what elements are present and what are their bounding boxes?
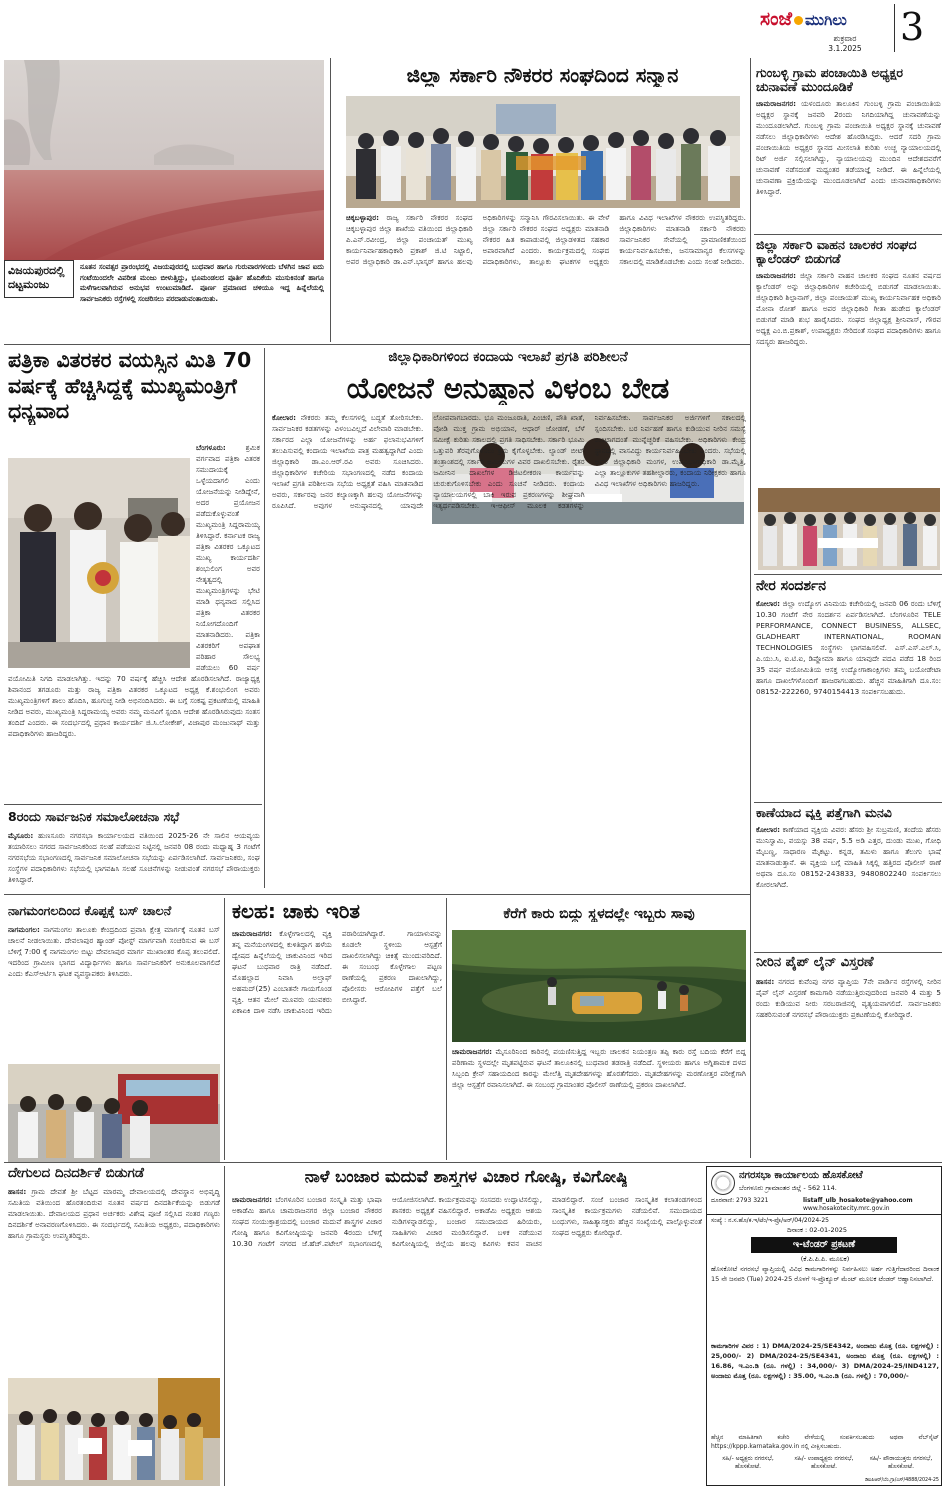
tender-ref: ಸಂಖ್ಯೆ : ನ.ಸ.ಹೊ/ಕ.ಇ/ಟೆಂ/ಇ-ಪ್ರೊ/ಅರ್/04/2024-25 (711, 1217, 829, 1224)
masthead (760, 4, 942, 54)
cm-dateline: ಬೆಂಗಳೂರು: (196, 443, 226, 452)
walkin-body (756, 598, 941, 798)
temple-dateline: ಹಾಸನ: (8, 1187, 27, 1196)
car-text: ಮೈಸೂರಿನಿಂದ ಕಾರಿನಲ್ಲಿ ಪಯಣಿಸುತ್ತಿದ್ದ ಇಬ್ಬರು ಚಾಲಕನ ನಿಯಂತ್ರಣ ತಪ್ಪಿ ಕಾರು ರಸ್ತೆ ಬದಿಯ ಕೆರೆಗೆ ಬಿದ್ದ ಪರಿಣಾಮ ಸ್ಥಳದಲ್ಲೇ ಮೃತಪಟ್ಟಿರುವ ಘಟನೆ ತಾಲೂಕಿನಲ್ಲಿ ಬುಧವಾರ ತಡರಾತ್ರಿ ನಡೆದಿದೆ. ಸ್ಥಳೀಯರು ಹಾಗೂ ಅಗ್ನಿಶಾಮಕ ದಳದ ಸಿಬ್ಬಂದಿ ಕ್ರೇನ್ ಸಹಾಯದಿಂದ ಕಾರನ್ನು ಮೇಲೆತ್ತಿ ಮೃತದೇಹಗಳನ್ನು ಹೊರತೆಗೆದರು. ಮೃತದೇಹಗಳನ್ನು ಮರಣೋತ್ತರ ಪರೀಕ್ಷೆಗಾಗಿ ಜಿಲ್ಲಾ ಆಸ್ಪತ್ರೆಗೆ ರವಾನಿಸಲಾಗಿದೆ. ಈ ಸಂಬಂಧ ಗ್ರಾಮಾಂತರ ಪೊಲೀಸ್ ಠಾಣೆಯಲ್ಲಿ ಪ್ರಕರಣ ದಾಖಲಾಗಿದೆ. (452, 1047, 746, 1089)
tender-sign-president: ಸಹಿ/- ಅಧ್ಯಕ್ಷರು ನಗರಸಭೆ, ಹೊಸಕೋಟೆ. (722, 1455, 774, 1470)
tender-email: listaff_ulb_hosakote@yahoo.com (803, 1197, 913, 1204)
tender-address: ಬೆಂಗಳೂರು ಗ್ರಾಮಾಂತರ ಜಿಲ್ಲೆ - 562 114. (739, 1184, 837, 1192)
tender-sign-vice: ಸಹಿ/- ಉಪಾಧ್ಯಕ್ಷರು ನಗರಸಭೆ, ಹೊಸಕೋಟೆ. (794, 1455, 854, 1470)
tender-date: ದಿನಾಂಕ : 02-01-2025 (787, 1226, 848, 1234)
tender-dipr: ಡಿಐಪಿಆರ್/ಬೆಂ.ಗ್ರಾ/ಎಸ್/4888/2024-25 (865, 1478, 939, 1483)
kalaha-text: ಕೊಳ್ಳೇಗಾಲದಲ್ಲಿ ವ್ಯಕ್ತಿ ತನ್ನ ಮನೆಯಂಗಳದಲ್ಲಿ ಕುಳಿತಿದ್ದಾಗ ಹಳೆಯ ದ್ವೇಷದ ಹಿನ್ನೆಲೆಯಲ್ಲಿ ಚಾಕುವಿನಿಂದ ಇರಿದ ಘಟನೆ ಬುಧವಾರ ರಾತ್ರಿ ನಡೆದಿದೆ. ಮೊಹಲ್ಲಾದ ನಿವಾಸಿ ಅಲ್ತಾಫ್ ಅಹಮದ್(25) ಎಂಬಾತನೇ ಗಾಯಗೊಂಡ ವ್ಯಕ್ತಿ. ಆತನ ಮೇಲೆ ಮೂವರು ಯುವಕರು ಏಕಾಏಕಿ ದಾಳಿ ನಡೆಸಿ ಚಾಕುವಿನಿಂದ ಇರಿದು ಪರಾರಿಯಾಗಿದ್ದಾರೆ. ಗಾಯಾಳುವನ್ನು ಕೂಡಲೇ ಸ್ಥಳೀಯ ಆಸ್ಪತ್ರೆಗೆ ದಾಖಲಿಸಲಾಗಿದ್ದು ಚಿಕಿತ್ಸೆ ಮುಂದುವರಿದಿದೆ. ಈ ಸಂಬಂಧ ಕೊಳ್ಳೇಗಾಲ ಪಟ್ಟಣ ಠಾಣೆಯಲ್ಲಿ ಪ್ರಕರಣ ದಾಖಲಾಗಿದ್ದು, ಪೊಲೀಸರು ಆರೋಪಿಗಳ ಪತ್ತೆಗೆ ಬಲೆ ಬೀಸಿದ್ದಾರೆ. (232, 929, 442, 1015)
tender-website: www.hosakotecity.mrc.gov.in (803, 1205, 890, 1212)
bus-photo (8, 1064, 220, 1162)
fog-tag-text: ವಿಜಯಪುರದಲ್ಲಿ ದಟ್ಟಮಂಜು (8, 264, 65, 291)
brand-name-a: ಸಂಜೆ (760, 8, 793, 30)
banjara-dateline: ಚಾಮರಾಜನಗರ: (232, 1195, 273, 1204)
walkin-dateline: ಕೋಲಾರ: (756, 599, 781, 608)
issue-date: 3.1.2025 (828, 44, 862, 53)
issue-weekday: ಶುಕ್ರವಾರ (833, 34, 857, 43)
cm-headline: ಪತ್ರಿಕಾ ವಿತರಕರ ವಯಸ್ಸಿನ ಮಿತಿ 70 ವರ್ಷಕ್ಕೆ ಹೆಚ್ಚಿಸಿದ್ದಕ್ಕೆ ಮುಖ್ಯಮಂತ್ರಿಗೆ ಧನ್ಯವಾದ (8, 348, 252, 424)
staff-text: ರಾಜ್ಯ ಸರ್ಕಾರಿ ನೌಕರರ ಸಂಘದ ಚಿಕ್ಕಬಳ್ಳಾಪುರ ಜಿಲ್ಲಾ ಶಾಖೆಯ ವತಿಯಿಂದ ಜಿಲ್ಲಾಧಿಕಾರಿ ಪಿ.ಎನ್.ರವೀಂದ್ರ, ಜಿಲ್ಲಾ ಪಂಚಾಯತ್ ಮುಖ್ಯ ಕಾರ್ಯನಿರ್ವಾಹಕಾಧಿಕಾರಿ ಪ್ರಕಾಶ್ ಜಿ.ಟಿ ನಿಟ್ಟಾಲಿ, ಅಪರ ಜಿಲ್ಲಾಧಿಕಾರಿ ಡಾ.ಎನ್.ಭಾಸ್ಕರ್ ಹಾಗೂ ಹಲವು ಅಧಿಕಾರಿಗಳನ್ನು ಸನ್ಮಾನಿಸಿ ಗೌರವಿಸಲಾಯಿತು. ಈ ವೇಳೆ ಜಿಲ್ಲಾ ಸರ್ಕಾರಿ ನೌಕರರ ಸಂಘದ ಅಧ್ಯಕ್ಷರು ಮಾತನಾಡಿ ನೌಕರರ ಹಿತ ಕಾಪಾಡುವಲ್ಲಿ ಜಿಲ್ಲಾಡಳಿತದ ಸಹಕಾರ ಅಪಾರವಾಗಿದೆ ಎಂದರು. ಕಾರ್ಯಕ್ರಮದಲ್ಲಿ ಸಂಘದ ಪದಾಧಿಕಾರಿಗಳು, ತಾಲ್ಲೂಕು ಘಟಕಗಳ ಅಧ್ಯಕ್ಷರು ಹಾಗೂ ವಿವಿಧ ಇಲಾಖೆಗಳ ನೌಕರರು ಉಪಸ್ಥಿತರಿದ್ದರು. ಜಿಲ್ಲಾಧಿಕಾರಿಗಳು ಮಾತನಾಡಿ ಸರ್ಕಾರಿ ನೌಕರರು ಸಾರ್ವಜನಿಕರ ಸೇವೆಯಲ್ಲಿ ಪ್ರಾಮಾಣಿಕತೆಯಿಂದ ಕಾರ್ಯನಿರ್ವಹಿಸಬೇಕು, ಜನಸಾಮಾನ್ಯರ ಕೆಲಸಗಳನ್ನು ಸಕಾಲದಲ್ಲಿ ಮಾಡಿಕೊಡಬೇಕು ಎಂದು ಸಲಹೆ ನೀಡಿದರು. (346, 213, 746, 266)
tender-notice (706, 1166, 942, 1486)
bus-text: ನಾಗಮಂಗಲ ತಾಲೂಕು ಕೇಂದ್ರದಿಂದ ಪ್ರವಾಸಿ ಕ್ಷೇತ್ರ ಮಾರ್ಗಕ್ಕೆ ನೂತನ ಬಸ್ ಚಾಲನೆ ನೀಡಲಾಯಿತು. ದೇವಲಾಪುರ ಹ್ಯಾಂಡ್ ಪೋಸ್ಟ್ ಮಾರ್ಗವಾಗಿ ಸಂಚರಿಸುವ ಈ ಬಸ್ ಬೆಳಿಗ್ಗೆ 7:00 ಕ್ಕೆ ನಾಗಮಂಗಲ ಬಿಟ್ಟು ದೇವಲಾಪುರ ಮಾರ್ಗ ಮುಖಾಂತರ ಕೊಪ್ಪ ತಲುಪಲಿದೆ. ಇದರಿಂದ ಗ್ರಾಮೀಣ ಭಾಗದ ವಿದ್ಯಾರ್ಥಿಗಳು ಹಾಗೂ ಸಾರ್ವಜನಿಕರಿಗೆ ಅನುಕೂಲವಾಗಲಿದೆ ಎಂದು ಕೆಎಸ್ಆರ್ಟಿಸಿ ಘಟಕ ವ್ಯವಸ್ಥಾಪಕರು ತಿಳಿಸಿದರು. (8, 925, 220, 978)
bus-body (8, 924, 220, 1060)
yojane-text: ನೌಕರರು ತಮ್ಮ ಕೆಲಸಗಳಲ್ಲಿ ಬದ್ಧತೆ ತೋರಿಸಬೇಕು. ಸಾರ್ವಜನಿಕರ ಕಡತಗಳನ್ನು ವಿಳಂಬವಿಲ್ಲದೆ ವಿಲೇವಾರಿ ಮಾಡಬೇಕು. ಸರ್ಕಾರದ ಎಲ್ಲಾ ಯೋಜನೆಗಳನ್ನು ಅರ್ಹ ಫಲಾನುಭವಿಗಳಿಗೆ ತಲುಪಿಸುವಲ್ಲಿ ಕಂದಾಯ ಇಲಾಖೆಯ ಪಾತ್ರ ಮಹತ್ವದ್ದಾಗಿದೆ ಎಂದು ಜಿಲ್ಲಾಧಿಕಾರಿ ಡಾ.ಎಂ.ಆರ್.ರವಿ ಅವರು ಸೂಚಿಸಿದರು. ಜಿಲ್ಲಾಧಿಕಾರಿಗಳ ಕಚೇರಿಯ ಸಭಾಂಗಣದಲ್ಲಿ ನಡೆದ ಕಂದಾಯ ಇಲಾಖೆ ಪ್ರಗತಿ ಪರಿಶೀಲನಾ ಸಭೆಯ ಅಧ್ಯಕ್ಷತೆ ವಹಿಸಿ ಮಾತನಾಡಿದ ಅವರು, ಸರ್ಕಾರವು ಜನರ ಕಲ್ಯಾಣಕ್ಕಾಗಿ ಹಲವು ಯೋಜನೆಗಳನ್ನು ರೂಪಿಸಿದೆ. ಅವುಗಳ ಅನುಷ್ಠಾನದಲ್ಲಿ ಯಾವುದೇ ಲೋಪವಾಗಬಾರದು. ಭೂ ಮಂಜೂರಾತಿ, ಪಿಂಚಣಿ, ಪೌತಿ ಖಾತೆ, ಪೋಡಿ ಮುಕ್ತ ಗ್ರಾಮ ಅಭಿಯಾನ, ಆಧಾರ್ ಜೋಡಣೆ, ಬೆಳೆ ಸಮೀಕ್ಷೆ ಕುರಿತು ಸಕಾಲದಲ್ಲಿ ಪ್ರಗತಿ ಸಾಧಿಸಬೇಕು. ಸರ್ಕಾರಿ ಭೂಮಿ ಒತ್ತುವರಿ ತೆರವುಗೊಳಿಸಲು ಕ್ರಮ ಕೈಗೊಳ್ಳಬೇಕು. ಲ್ಯಾಂಡ್ ಬೀಟ್ ತಂತ್ರಾಂಶದಲ್ಲಿ ಸರ್ಕಾರಿ ಜಮೀನುಗಳ ವಿವರ ದಾಖಲಿಸಬೇಕು. ರೈತರ ಜಮೀನಿನ ದಾಖಲೆಗಳ ಡಿಜಿಟಲೀಕರಣ ಕಾರ್ಯವನ್ನು ಚುರುಕುಗೊಳಿಸಬೇಕು ಎಂದು ಸೂಚನೆ ನೀಡಿದರು. ಕಂದಾಯ ನ್ಯಾಯಾಲಯಗಳಲ್ಲಿ ಬಾಕಿ ಇರುವ ಪ್ರಕರಣಗಳನ್ನು ಶೀಘ್ರವಾಗಿ ಇತ್ಯರ್ಥಪಡಿಸಬೇಕು. ಇ-ಆಫೀಸ್ ಮೂಲಕ ಕಡತಗಳನ್ನು ನಿರ್ವಹಿಸಬೇಕು. ಸಾರ್ವಜನಿಕರ ಅರ್ಜಿಗಳಿಗೆ ಸಕಾಲದಲ್ಲಿ ಸ್ಪಂದಿಸಬೇಕು. ಬರ ನಿರ್ವಹಣೆ ಹಾಗೂ ಕುಡಿಯುವ ನೀರಿನ ಸಮಸ್ಯೆ ಉಂಟಾಗದಂತೆ ಮುನ್ನೆಚ್ಚರಿಕೆ ವಹಿಸಬೇಕು. ಅಧಿಕಾರಿಗಳು ಕೇಂದ್ರ ಸ್ಥಾನದಲ್ಲಿ ವಾಸವಿದ್ದು ಕಾರ್ಯನಿರ್ವಹಿಸಬೇಕು ಎಂದರು. ಸಭೆಯಲ್ಲಿ ಅಪರ ಜಿಲ್ಲಾಧಿಕಾರಿ ಮಂಗಳ, ಉಪವಿಭಾಗಾಧಿಕಾರಿ ಡಾ.ಮೈತ್ರಿ, ಎಲ್ಲಾ ತಾಲ್ಲೂಕುಗಳ ತಹಶೀಲ್ದಾರರು, ಕಂದಾಯ ನಿರೀಕ್ಷಕರು ಹಾಗೂ ವಿವಿಧ ಇಲಾಖೆಗಳ ಅಧಿಕಾರಿಗಳು ಹಾಜರಿದ್ದರು. (272, 413, 746, 510)
walkin-headline: ನೇರ ಸಂದರ್ಶನ (756, 578, 827, 594)
tender-phone: ದೂರವಾಣಿ: 2793 3221 (711, 1197, 769, 1204)
temple-photo (8, 1378, 220, 1486)
sabha-dateline: ಮೈಸೂರು: (8, 831, 34, 840)
missing-body (756, 824, 941, 948)
tender-footer: ಹೆಚ್ಚಿನ ಮಾಹಿತಿಗಾಗಿ ಕಚೇರಿ ವೇಳೆಯಲ್ಲಿ ಸಂಪರ್ಕಿಸಬಹುದು ಅಥವಾ ವೆಬ್‌ಸೈಟ್ https://kppp.karnataka.gov.in ನಲ್ಲಿ ವೀಕ್ಷಿಸಬಹುದು. (711, 1434, 939, 1450)
brand-name-b: ಮುಗಿಲು (805, 11, 847, 29)
kalaha-body (232, 928, 442, 1158)
gp-text: ಯಳಂದೂರು ತಾಲೂಕಿನ ಗುಂಬಳ್ಳಿ ಗ್ರಾಮ ಪಂಚಾಯಿತಿಯ ಅಧ್ಯಕ್ಷರ ಸ್ಥಾನಕ್ಕೆ ಜನವರಿ 2ರಂದು ನಿಗದಿಯಾಗಿದ್ದ ಚುನಾವಣೆಯನ್ನು ಮುಂದೂಡಲಾಗಿದೆ. ಗುಂಬಳ್ಳಿ ಗ್ರಾಮ ಪಂಚಾಯಿತಿ ಅಧ್ಯಕ್ಷರ ಸ್ಥಾನಕ್ಕೆ ಚುನಾವಣೆ ನಡೆಸಲು ಜಿಲ್ಲಾಧಿಕಾರಿಗಳು ಆದೇಶ ಹೊರಡಿಸಿದ್ದರು. ಆದರೆ ಸದರಿ ಗ್ರಾಮ ಪಂಚಾಯಿತಿಯ ಅಧ್ಯಕ್ಷರ ಸ್ಥಾನದ ಮೀಸಲಾತಿ ಕುರಿತು ಉಚ್ಚ ನ್ಯಾಯಾಲಯದಲ್ಲಿ ರಿಟ್ ಅರ್ಜಿ ಸಲ್ಲಿಸಲಾಗಿದ್ದು, ನ್ಯಾಯಾಲಯವು ಮುಂದಿನ ಆದೇಶದವರೆಗೆ ಚುನಾವಣೆ ನಡೆಸದಂತೆ ಮಧ್ಯಂತರ ತಡೆಯಾಜ್ಞೆ ನೀಡಿದೆ. ಈ ಹಿನ್ನೆಲೆಯಲ್ಲಿ ಚುನಾವಣಾ ಪ್ರಕ್ರಿಯೆಯನ್ನು ಮುಂದೂಡಲಾಗಿದೆ ಎಂದು ಚುನಾವಣಾಧಿಕಾರಿಗಳು ತಿಳಿಸಿದ್ದಾರೆ. (756, 99, 941, 196)
bus-dateline: ನಾಗಮಂಗಲ: (8, 925, 40, 934)
emblem-icon (711, 1171, 735, 1195)
banjara-body (232, 1194, 702, 1486)
vehicle-body (756, 270, 941, 482)
bus-headline: ನಾಗಮಂಗಲದಿಂದ ಕೊಪ್ಪಕ್ಕೆ ಬಸ್ ಚಾಲನೆ (8, 904, 172, 918)
fog-photo (4, 60, 324, 260)
car-photo (452, 930, 746, 1042)
staff-photo (346, 96, 740, 208)
sun-icon (794, 16, 803, 25)
tender-band: ಇ-ಟೆಂಡರ್ ಪ್ರಕಟಣೆ (751, 1237, 897, 1253)
sabha-body (8, 830, 260, 890)
temple-text: ಗ್ರಾಮ ದೇವತೆ ಶ್ರೀ ಬೆಟ್ಟದ ಮಾರಮ್ಮ ದೇವಾಲಯದಲ್ಲಿ ದೇವಸ್ಥಾನ ಅಭಿವೃದ್ಧಿ ಸಮಿತಿಯ ವತಿಯಿಂದ ಹೊರತಂದಿರುವ ನೂತನ ವರ್ಷದ ದಿನದರ್ಶಿಕೆಯನ್ನು ಬಿಡುಗಡೆ ಮಾಡಲಾಯಿತು. ದೇವಾಲಯದ ಪ್ರಧಾನ ಅರ್ಚಕರು ವಿಶೇಷ ಪೂಜೆ ಸಲ್ಲಿಸಿದ ನಂತರ ಗಣ್ಯರು ದಿನದರ್ಶಿಕೆ ಅನಾವರಣಗೊಳಿಸಿದರು. ಈ ಸಂದರ್ಭದಲ್ಲಿ ಸಮಿತಿಯ ಅಧ್ಯಕ್ಷರು, ಪದಾಧಿಕಾರಿಗಳು ಹಾಗೂ ಗ್ರಾಮಸ್ಥರು ಉಪಸ್ಥಿತರಿದ್ದರು. (8, 1187, 220, 1240)
page-number: 3 (900, 5, 925, 49)
gp-body (756, 98, 941, 232)
tender-intro: ಹೊಸಕೋಟೆ ನಗರಸಭೆ ವ್ಯಾಪ್ತಿಯಲ್ಲಿ ವಿವಿಧ ಕಾಮಗಾರಿಗಳನ್ನು ನಿರ್ವಹಿಸಲು ಅರ್ಹ ಗುತ್ತಿಗೆದಾರರಿಂದ ದಿನಾಂಕ 15 ನೇ ಜನವರಿ (Tue) 2024-25 ರೊಳಗೆ ಇ-ಪ್ರೊಕ್ಯೂರ್ ಮೆಂಟ್ ಮೂಲಕ ಟೆಂಡರ್ ಆಹ್ವಾನಿಸಲಾಗಿದೆ. (711, 1265, 939, 1283)
tender-works: ಕಾಮಗಾರಿಗಳ ವಿವರ : 1) DMA/2024-25/SE4342, ಅಂದಾಜು ಮೊತ್ತ (ರೂ. ಲಕ್ಷಗಳಲ್ಲಿ) : 25,000/- 2) DMA/2024-25/SE4341, ಅಂದಾಜು ಮೊತ್ತ (ರೂ. ಲಕ್ಷಗಳಲ್ಲಿ) : 16.86, ಇ.ಎಂ.ಡಿ (ರೂ. ಗಳಲ್ಲಿ) : 34,000/- 3) DMA/2024-25/IND4127, ಅಂದಾಜು ಮೊತ್ತ (ರೂ. ಲಕ್ಷಗಳಲ್ಲಿ) : 35.00, ಇ.ಎಂ.ಡಿ (ರೂ. ಗಳಲ್ಲಿ) : 70,000/- (711, 1342, 939, 1380)
yojane-kicker: ಜಿಲ್ಲಾಧಿಕಾರಿಗಳಿಂದ ಕಂದಾಯ ಇಲಾಖೆ ಪ್ರಗತಿ ಪರಿಶೀಲನೆ (388, 350, 628, 365)
vehicle-photo (758, 488, 940, 570)
yojane-headline: ಯೋಜನೆ ಅನುಷ್ಠಾನ ವಿಳಂಬ ಬೇಡ (346, 372, 670, 405)
staff-dateline: ಚಿಕ್ಕಬಳ್ಳಾಪುರ: (346, 213, 380, 222)
missing-headline: ಕಾಣೆಯಾದ ವ್ಯಕ್ತಿ ಪತ್ತೆಗಾಗಿ ಮನವಿ (756, 806, 892, 820)
car-body (452, 1046, 746, 1158)
sabha-text: ಹುಣಸೂರು ನಗರಸಭಾ ಕಾರ್ಯಾಲಯದ ವತಿಯಿಂದ 2025-26 ನೇ ಸಾಲಿನ ಆಯವ್ಯಯ ತಯಾರಿಸಲು ನಗರದ ಸಾರ್ವಜನಿಕರಿಂದ ಸಲಹೆ ಪಡೆಯುವ ನಿಟ್ಟಿನಲ್ಲಿ ಜನವರಿ 08 ರಂದು ಮಧ್ಯಾಹ್ನ 3 ಗಂಟೆಗೆ ನಗರಸಭೆಯ ಸಭಾಂಗಣದಲ್ಲಿ ಸಾರ್ವಜನಿಕ ಸಮಾಲೋಚನಾ ಸಭೆಯನ್ನು ಏರ್ಪಡಿಸಲಾಗಿದೆ. ಸಾರ್ವಜನಿಕರು, ಸಂಘ ಸಂಸ್ಥೆಗಳ ಪದಾಧಿಕಾರಿಗಳು ಸಭೆಯಲ್ಲಿ ಭಾಗವಹಿಸಿ ಸಲಹೆ ಸೂಚನೆಗಳನ್ನು ನೀಡುವಂತೆ ನಗರಸಭೆ ಪೌರಾಯುಕ್ತರು ತಿಳಿಸಿದ್ದಾರೆ. (8, 831, 260, 884)
staff-body (346, 212, 746, 340)
yojane-body (272, 412, 746, 890)
vehicle-dateline: ಚಾಮರಾಜನಗರ: (756, 271, 797, 280)
temple-headline: ದೇಗುಲದ ದಿನದರ್ಶಿಕೆ ಬಿಡುಗಡೆ (8, 1166, 144, 1181)
gp-dateline: ಚಾಮರಾಜನಗರ: (756, 99, 797, 108)
vehicle-headline: ಜಿಲ್ಲಾ ಸರ್ಕಾರಿ ವಾಹನ ಚಾಲಕರ ಸಂಘದ ಕ್ಯಾಲೆಂಡರ್ ಬಿಡುಗಡೆ (756, 238, 917, 267)
staff-headline: ಜಿಲ್ಲಾ ಸರ್ಕಾರಿ ನೌಕರರ ಸಂಘದಿಂದ ಸನ್ಮಾನ (406, 64, 679, 87)
tender-sign-commissioner: ಸಹಿ/- ಪೌರಾಯುಕ್ತರು ನಗರಸಭೆ, ಹೊಸಕೋಟೆ. (869, 1455, 933, 1470)
temple-body (8, 1186, 220, 1374)
cm-body (8, 442, 260, 800)
gp-headline: ಗುಂಬಳ್ಳಿ ಗ್ರಾಮ ಪಂಚಾಯಿತಿ ಅಧ್ಯಕ್ಷರ ಚುನಾವಣೆ ಮುಂದೂಡಿಕೆ (756, 66, 903, 95)
sabha-headline: 8ರಂದು ಸಾರ್ವಜನಿಕ ಸಮಾಲೋಚನಾ ಸಭೆ (8, 810, 180, 824)
pipeline-text: ನಗರದ ಕುವೆಂಪು ನಗರ ವ್ಯಾಪ್ತಿಯ 7ನೇ ವಾರ್ಡಿನ ರಸ್ತೆಗಳಲ್ಲಿ ನೀರಿನ ಪೈಪ್ ಲೈನ್ ವಿಸ್ತರಣೆ ಕಾಮಗಾರಿ ನಡೆಯುತ್ತಿರುವುದರಿಂದ ಜನವರಿ 4 ಮತ್ತು 5 ರಂದು ಕುಡಿಯುವ ನೀರು ಸರಬರಾಜಿನಲ್ಲಿ ವ್ಯತ್ಯಯವಾಗಲಿದೆ. ಸಾರ್ವಜನಿಕರು ಸಹಕರಿಸುವಂತೆ ನಗರಸಭೆ ಪೌರಾಯುಕ್ತರು ಪ್ರಕಟಣೆಯಲ್ಲಿ ಕೋರಿದ್ದಾರೆ. (756, 977, 941, 1019)
vehicle-text: ಜಿಲ್ಲಾ ಸರ್ಕಾರಿ ವಾಹನ ಚಾಲಕರ ಸಂಘದ ನೂತನ ವರ್ಷದ ಕ್ಯಾಲೆಂಡರ್ ಅನ್ನು ಜಿಲ್ಲಾಧಿಕಾರಿಗಳ ಕಚೇರಿಯಲ್ಲಿ ಬಿಡುಗಡೆ ಮಾಡಲಾಯಿತು. ಜಿಲ್ಲಾಧಿಕಾರಿ ಶಿಲ್ಪಾನಾಗ್, ಜಿಲ್ಲಾ ಪಂಚಾಯತ್ ಮುಖ್ಯ ಕಾರ್ಯನಿರ್ವಾಹಕ ಅಧಿಕಾರಿ ಮೋನಾ ರೋತ್ ಹಾಗೂ ಅಪರ ಜಿಲ್ಲಾಧಿಕಾರಿ ಗೀತಾ ಹುಡೇದ ಕ್ಯಾಲೆಂಡರ್ ಬಿಡುಗಡೆ ಮಾಡಿ ಶುಭ ಹಾರೈಸಿದರು. ಸಂಘದ ಜಿಲ್ಲಾಧ್ಯಕ್ಷ ಶ್ರೀನಿವಾಸ್, ಗೌರವ ಅಧ್ಯಕ್ಷ ಎಂ.ಬಿ.ಪ್ರಕಾಶ್, ಉಪಾಧ್ಯಕ್ಷರು ಸೇರಿದಂತೆ ಸಂಘದ ಪದಾಧಿಕಾರಿಗಳು ಹಾಗೂ ಸದಸ್ಯರು ಹಾಜರಿದ್ದರು. (756, 271, 941, 346)
fog-caption: ನೂತನ ಸಂವತ್ಸರ ಪ್ರಾರಂಭದಲ್ಲಿ ವಿಜಯಪುರದಲ್ಲಿ ಬುಧವಾರ ಹಾಗೂ ಗುರುವಾರಗಳಂದು ಬೆಳಗಿನ ಜಾವ ಐದು ಗಂಟೆಯಿಂದಲೇ ವಿಪರೀತ ಮಂಜು ಬೀಳುತ್ತಿದ್ದು, ಭೂಮಂಡಲದ ಪೂರ್ತಿ ಹೊದಿಕೆಯ ಮುಸುಕಿನಂತೆ ಹಾಗೂ ಮಳೆಗಾಲವಾಗಿರುವ ಅನುಭವ ಉಂಟುಮಾಡಿದೆ. ಪೂರ್ಣ ಪ್ರಮಾಣದ ಚಳಿಯೂ ಇದ್ದ ಹಿನ್ನೆಲೆಯಲ್ಲಿ ಸಾರ್ವಜನಿಕರು ರಸ್ತೆಗಳಲ್ಲಿ ಸಂಚರಿಸಲು ಪರದಾಡುವಂತಾಯಿತು. (80, 263, 324, 303)
kalaha-dateline: ಚಾಮರಾಜನಗರ: (232, 929, 273, 938)
walkin-text: ಜಿಲ್ಲಾ ಉದ್ಯೋಗ ವಿನಿಮಯ ಕಚೇರಿಯಲ್ಲಿ ಜನವರಿ 06 ರಂದು ಬೆಳಿಗ್ಗೆ 10.30 ಗಂಟೆಗೆ ನೇರ ಸಂದರ್ಶನ ಏರ್ಪಡಿಸಲಾಗಿದೆ. ಬೆಂಗಳೂರಿನ TELE PERFORMANCE, CONNECT BUSINESS, ALLSEC, GLADHEART INTERNATIONAL, ROOMAN TECHNOLOGIES ಸಂಸ್ಥೆಗಳು ಭಾಗವಹಿಸಲಿವೆ. ಎಸ್.ಎಸ್.ಎಲ್.ಸಿ, ಪಿ.ಯು.ಸಿ, ಐ.ಟಿ.ಐ, ಡಿಪ್ಲೋಮಾ ಹಾಗೂ ಯಾವುದೇ ಪದವಿ ಪಡೆದ 18 ರಿಂದ 35 ವರ್ಷ ವಯೋಮಿತಿಯ ಆಸಕ್ತ ಉದ್ಯೋಗಾಕಾಂಕ್ಷಿಗಳು ತಮ್ಮ ಬಯೋಡೇಟಾ ಹಾಗೂ ದಾಖಲೆಗಳೊಂದಿಗೆ ಹಾಜರಾಗಬಹುದು. ಹೆಚ್ಚಿನ ಮಾಹಿತಿಗಾಗಿ ದೂ.ಸಂ: 08152-222260, 9740154413 ಸಂಪರ್ಕಿಸಬಹುದು. (756, 599, 941, 696)
car-dateline: ಚಾಮರಾಜನಗರ: (452, 1047, 493, 1056)
yojane-dateline: ಕೋಲಾರ: (272, 413, 297, 422)
brand-logo (760, 8, 880, 32)
yojane-columns (272, 412, 746, 890)
pipeline-dateline: ಹಾಸನ: (756, 977, 775, 986)
missing-text: ಕಾಣೆಯಾದ ವ್ಯಕ್ತಿಯ ವಿವರ: ಹೆಸರು ಶ್ರೀ ಸುಬ್ರಮಣಿ, ತಂದೆಯ ಹೆಸರು ಮುನಿಸ್ವಾಮಿ, ವಯಸ್ಸು 38 ವರ್ಷ, 5.5 ಅಡಿ ಎತ್ತರ, ದುಂಡು ಮುಖ, ಗೋಧಿ ಮೈಬಣ್ಣ, ಸಾಧಾರಣ ಮೈಕಟ್ಟು. ಕನ್ನಡ, ತಮಿಳು ಹಾಗೂ ತೆಲುಗು ಭಾಷೆ ಮಾತನಾಡುತ್ತಾನೆ. ಈ ವ್ಯಕ್ತಿಯ ಬಗ್ಗೆ ಮಾಹಿತಿ ಸಿಕ್ಕಲ್ಲಿ ಹತ್ತಿರದ ಪೊಲೀಸ್ ಠಾಣೆ ಅಥವಾ ದೂ.ಸಂ 08152-243833, 9480802240 ಸಂಪರ್ಕಿಸಲು ಕೋರಲಾಗಿದೆ. (756, 825, 941, 889)
cm-photo (8, 458, 190, 668)
car-headline: ಕೆರೆಗೆ ಕಾರು ಬಿದ್ದು ಸ್ಥಳದಲ್ಲೇ ಇಬ್ಬರು ಸಾವು (503, 906, 695, 922)
kalaha-headline: ಕಲಹ: ಚಾಕು ಇರಿತ (232, 900, 360, 923)
cm-text: ಶ್ರಮಿಕ ವರ್ಗವಾದ ಪತ್ರಿಕಾ ವಿತರಕ ಸಮುದಾಯಕ್ಕೆ ಒಳ್ಳೆಯದಾಗಲಿ ಎಂದು ಯೋಜನೆಯನ್ನು ನೀಡಿದ್ದೇನೆ, ಅದರ ಪ್ರಯೋಜನ ಪಡೆದುಕೊಳ್ಳುವಂತೆ ಮುಖ್ಯಮಂತ್ರಿ ಸಿದ್ದರಾಮಯ್ಯ ತಿಳಿಸಿದ್ದಾರೆ. ಕರ್ನಾಟಕ ರಾಜ್ಯ ಪತ್ರಿಕಾ ವಿತರಕರ ಒಕ್ಕೂಟದ ಮುಖ್ಯ ಕಾರ್ಯದರ್ಶಿ ಶಂಭುಲಿಂಗ ಅವರ ನೇತೃತ್ವದಲ್ಲಿ ಮುಖ್ಯಮಂತ್ರಿಗಳನ್ನು ಭೇಟಿ ಮಾಡಿ ಧನ್ಯವಾದ ಸಲ್ಲಿಸಿದ ಪತ್ರಿಕಾ ವಿತರಕರ ನಿಯೋಗದೊಂದಿಗೆ ಮಾತನಾಡಿದರು. ಪತ್ರಿಕಾ ವಿತರಕರಿಗೆ ಅಪಘಾತ ಪರಿಹಾರ ಸೌಲಭ್ಯ ಪಡೆಯಲು 60 ವರ್ಷ ವಯೋಮಿತಿ ನಿಗದಿ ಮಾಡಲಾಗಿತ್ತು. ಇದನ್ನು 70 ವರ್ಷಕ್ಕೆ ಹೆಚ್ಚಿಸಿ ಆದೇಶ ಹೊರಡಿಸಲಾಗಿದೆ. ರಾಜ್ಯಾಧ್ಯಕ್ಷ ಶಿವಾನಂದ ತಗಡೂರು ಮತ್ತು ರಾಜ್ಯ ಪತ್ರಿಕಾ ವಿತರಕರ ಒಕ್ಕೂಟದ ಅಧ್ಯಕ್ಷ ಕೆ.ಶಂಭುಲಿಂಗ ಅವರು ಮುಖ್ಯಮಂತ್ರಿಗಳಿಗೆ ಶಾಲು ಹೊದಿಸಿ, ಹೂಗುಚ್ಛ ನೀಡಿ ಅಭಿನಂದಿಸಿದರು. ಈ ಬಗ್ಗೆ ಸಂಕಷ್ಟ ಪ್ರಕಟಣೆಯಲ್ಲಿ ಮಾಹಿತಿ ನೀಡಿದ ಅವರು, ಮುಖ್ಯಮಂತ್ರಿ ಸಿದ್ದರಾಮಯ್ಯ ಅವರು ನಮ್ಮ ಮನವಿಗೆ ಸ್ಪಂದಿಸಿ ಆದೇಶ ಹೊರಡಿಸಿರುವುದು ಸಂತಸ ತಂದಿದೆ ಎಂದರು. ಈ ಸಂದರ್ಭದಲ್ಲಿ ಪ್ರಧಾನ ಕಾರ್ಯದರ್ಶಿ ಜಿ.ಸಿ.ಲೋಕೇಶ್, ವಿಜಾಪುರ ಮಂಜುನಾಥ್ ಮತ್ತು ಪದಾಧಿಕಾರಿಗಳು ಹಾಜರಿದ್ದರು. (8, 443, 260, 738)
pipeline-headline: ನೀರಿನ ಪೈಪ್ ಲೈನ್ ವಿಸ್ತರಣೆ (756, 956, 874, 970)
fog-tag (4, 260, 74, 298)
banjara-headline: ನಾಳೆ ಬಂಜಾರ ಮದುವೆ ಶಾಸ್ತ್ರಗಳ ವಿಚಾರ ಗೋಷ್ಠಿ, ಕವಿಗೋಷ್ಠಿ (304, 1168, 628, 1186)
tender-office: ನಗರಸಭಾ ಕಾರ್ಯಾಲಯ ಹೊಸಕೋಟೆ (739, 1170, 863, 1181)
missing-dateline: ಕೋಲಾರ: (756, 825, 781, 834)
tender-kppp: (ಕೆ.ಪಿ.ಪಿ.ಪಿ. ಮೂಲಕ) (800, 1255, 850, 1263)
banjara-text: ಬೆಂಗಳೂರಿನ ಬಂಜಾರ ಸಂಸ್ಕೃತಿ ಮತ್ತು ಭಾಷಾ ಅಕಾಡೆಮಿ ಹಾಗೂ ಚಾಮರಾಜನಗರ ಜಿಲ್ಲಾ ಬಂಜಾರ ನೌಕರರ ಸಂಘದ ಸಂಯುಕ್ತಾಶ್ರಯದಲ್ಲಿ ಬಂಜಾರ ಮದುವೆ ಶಾಸ್ತ್ರಗಳ ವಿಚಾರ ಗೋಷ್ಠಿ ಹಾಗೂ ಕವಿಗೋಷ್ಠಿಯನ್ನು ಜನವರಿ 4ರಂದು ಬೆಳಿಗ್ಗೆ 10.30 ಗಂಟೆಗೆ ನಗರದ ಜೆ.ಹೆಚ್.ಪಟೇಲ್ ಸಭಾಂಗಣದಲ್ಲಿ ಆಯೋಜಿಸಲಾಗಿದೆ. ಕಾರ್ಯಕ್ರಮವನ್ನು ಸಂಸದರು ಉದ್ಘಾಟಿಸಲಿದ್ದು, ಶಾಸಕರು ಅಧ್ಯಕ್ಷತೆ ವಹಿಸಲಿದ್ದಾರೆ. ಅಕಾಡೆಮಿ ಅಧ್ಯಕ್ಷರು ಆಶಯ ನುಡಿಗಳನ್ನಾಡಲಿದ್ದು, ಬಂಜಾರ ಸಮುದಾಯದ ಹಿರಿಯರು, ಸಾಹಿತಿಗಳು ವಿಚಾರ ಮಂಡಿಸಲಿದ್ದಾರೆ. ಬಳಿಕ ನಡೆಯುವ ಕವಿಗೋಷ್ಠಿಯಲ್ಲಿ ಜಿಲ್ಲೆಯ ಹಲವು ಕವಿಗಳು ಕವನ ವಾಚನ ಮಾಡಲಿದ್ದಾರೆ. ಸಂಜೆ ಬಂಜಾರ ಸಾಂಸ್ಕೃತಿಕ ಕಲಾತಂಡಗಳಿಂದ ಸಾಂಸ್ಕೃತಿಕ ಕಾರ್ಯಕ್ರಮಗಳು ನಡೆಯಲಿವೆ. ಸಮುದಾಯದ ಬಂಧುಗಳು, ಸಾಹಿತ್ಯಾಸಕ್ತರು ಹೆಚ್ಚಿನ ಸಂಖ್ಯೆಯಲ್ಲಿ ಪಾಲ್ಗೊಳ್ಳುವಂತೆ ಸಂಘದ ಅಧ್ಯಕ್ಷರು ಕೋರಿದ್ದಾರೆ. (232, 1195, 702, 1248)
pipeline-body (756, 976, 941, 1156)
